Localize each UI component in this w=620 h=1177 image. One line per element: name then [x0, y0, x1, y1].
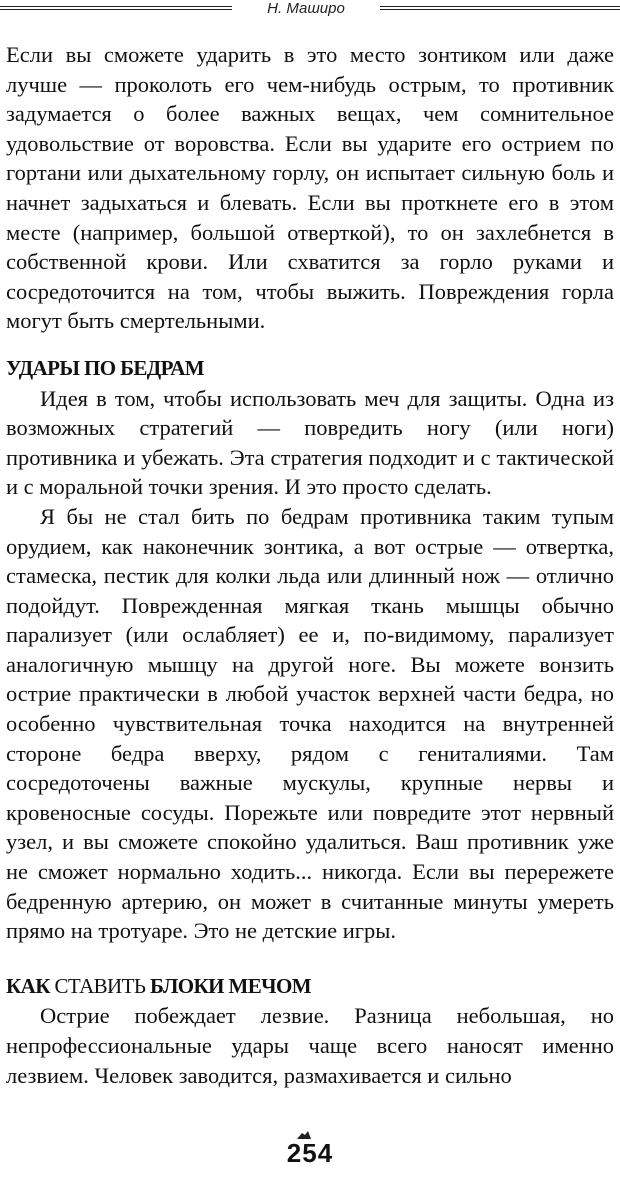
paragraph-thighs-detail: Я бы не стал бить по бедрам противника таким тупым орудием, как наконечник зонтика, а вот острые — отвертка, стамеска, пестик для колки льда или длинный нож — отлично подойдут. Поврежденная мягкая ткань мышцы обычно парализует (или ослабляет) ее и, по-видимому, парализует аналогичную мышцу на другой ноге. Вы можете вонзить острие практически в любой участок верхней части бедра, но особенно чувствительная точка находится на внутренней стороне бедра вверху, рядом с гениталиями. Там сосредоточены важные мускулы, крупные нервы и кровеносные сосуды. Порежьте или повредите этот нервный узел, и вы сможете спокойно удалиться. Ваш противник уже не сможет нормально ходить... никогда. Если вы перережете бедренную артерию, он может в считанные минуты умереть прямо на тротуаре. Это не детские игры. [6, 503, 614, 944]
heading-word-kak: КАК [6, 973, 50, 998]
heading-word-stavit: СТАВИТЬ [54, 973, 146, 998]
page-footer [0, 1138, 620, 1168]
running-header-author: Н. Маширо [267, 0, 345, 17]
paragraph-blocks-intro: Острие побеждает лезвие. Разница небольшая, но непрофессиональные удары чаще всего наносят именно лезвием. Человек заводится, размахивается и сильно [6, 1003, 614, 1088]
paragraph-thighs-intro: Идея в том, чтобы использовать меч для защиты. Одна из возможных стратегий — повредить ногу (или ноги) противника и убежать. Эта стратегия подходит и с тактической и с моральной точки зрения. И это просто сделать. [6, 385, 614, 500]
section-heading-thighs: УДАРЫ ПО БЕДРАМ [6, 355, 204, 380]
header-rule-right [380, 6, 620, 10]
paragraph-throat: Если вы сможете ударить в это место зонтиком или даже лучше — проколоть его чем-нибудь острым, то противник задумается о более важных вещах, чем сомнительное удовольствие от воровства. Если вы ударите его острием по гортани или дыхательному горлу, он испытает сильную боль и начнет задыхаться и блевать. Если вы проткнете его в этом месте (например, большой отверткой), то он захлебнется в собственной крови. Или схватится за горло руками и сосредоточится на том, чтобы выжить. Повреждения горла могут быть смертельными. [6, 42, 614, 334]
header-rule-left [0, 6, 232, 10]
running-header [0, 0, 620, 22]
page-body [6, 40, 614, 1090]
heading-words-bloki: БЛОКИ МЕЧОМ [149, 973, 311, 998]
page-number: 254 [286, 1138, 334, 1168]
section-heading-blocks [6, 972, 614, 1002]
